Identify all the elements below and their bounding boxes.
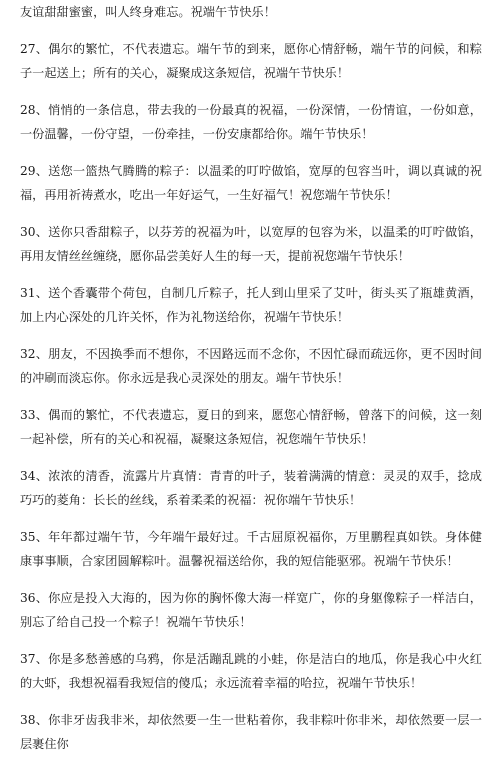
paragraph-34: 34、浓浓的清香，流露片片真情：青青的叶子，装着满满的情意：灵灵的双手，捻成巧巧的菱角：长长的丝线，系着柔柔的祝福：祝你端午节快乐！ (20, 469, 482, 507)
paragraph-36: 36、你应是投入大海的，因为你的胸怀像大海一样宽广，你的身躯像粽子一样洁白，别忘了给自己投一个粽子！祝端午节快乐！ (20, 591, 482, 629)
paragraph-28: 28、悄悄的一条信息，带去我的一份最真的祝福，一份深情，一份情谊，一份如意，一份温馨，一份守望，一份牵挂，一份安康都给你。端午节快乐！ (20, 103, 482, 141)
paragraph-31: 31、送个香囊带个荷包，自制几斤粽子，托人到山里采了艾叶，街头买了瓶雄黄酒，加上内心深处的几许关怀，作为礼物送给你，祝端午节快乐！ (20, 286, 482, 324)
paragraph-38: 38、你非牙齿我非米，却依然要一生一世粘着你，我非粽叶你非米，却依然要一层一层裹住你 (20, 713, 482, 751)
paragraph-continuation: 友谊甜甜蜜蜜，叫人终身难忘。祝端午节快乐！ (20, 5, 276, 19)
paragraph-33: 33、偶而的繁忙，不代表遗忘，夏日的到来，愿您心情舒畅，曾落下的问候，这一刻一起补偿，所有的关心和祝福，凝聚这条短信，祝您端午节快乐！ (20, 408, 482, 446)
paragraph-29: 29、送您一篮热气腾腾的粽子：以温柔的叮咛做馅，宽厚的包容当叶，调以真诚的祝福，再用祈祷煮水，吃出一年好运气，一生好福气！祝您端午节快乐！ (20, 164, 482, 202)
paragraph-37: 37、你是多愁善感的乌鸦，你是活蹦乱跳的小蛙，你是洁白的地瓜，你是我心中火红的大虾，我想祝福看我短信的傻瓜；永远流着幸福的哈拉，祝端午节快乐！ (20, 652, 482, 690)
paragraph-27: 27、偶尔的繁忙，不代表遗忘。端午节的到来，愿你心情舒畅，端午节的问候，和粽子一起送上；所有的关心，凝聚成这条短信，祝端午节快乐！ (20, 42, 482, 80)
paragraph-35: 35、年年都过端午节，今年端午最好过。千古屈原祝福你，万里鹏程真如铁。身体健康事事顺，合家团圆解粽叶。温馨祝福送给你，我的短信能驱邪。祝端午节快乐！ (20, 530, 482, 568)
paragraph-32: 32、朋友，不因换季而不想你，不因路远而不念你，不因忙碌而疏远你，更不因时间的冲刷而淡忘你。你永远是我心灵深处的朋友。端午节快乐！ (20, 347, 482, 385)
paragraph-30: 30、送你只香甜粽子，以芬芳的祝福为叶，以宽厚的包容为米，以温柔的叮咛做馅，再用友情丝丝缠绕，愿你品尝美好人生的每一天，提前祝您端午节快乐！ (20, 225, 482, 263)
document-page (20, 0, 482, 769)
